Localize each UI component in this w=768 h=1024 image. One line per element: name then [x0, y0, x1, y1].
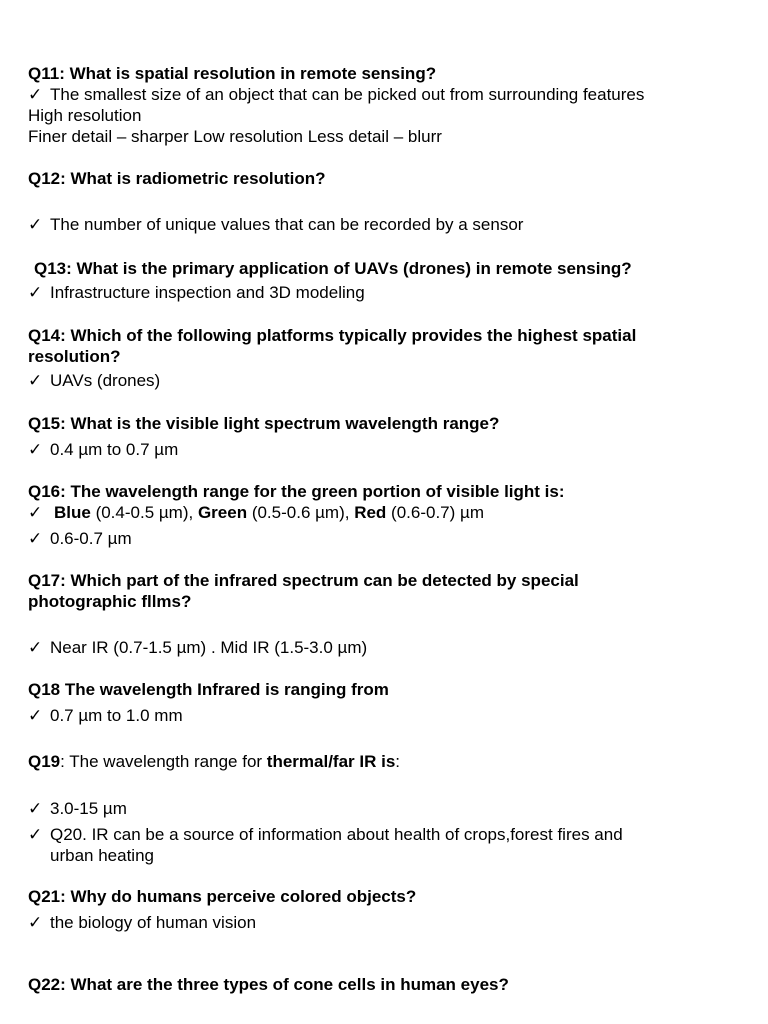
q20-line2: urban heating [50, 846, 154, 865]
q13-answer: Infrastructure inspection and 3D modeling [50, 283, 365, 302]
check-icon: ✓ [28, 799, 43, 818]
q16-red-label: Red [354, 503, 387, 522]
check-icon: ✓ [28, 638, 43, 657]
q19-answer: 3.0-15 µm [50, 799, 127, 818]
q16-green-range: (0.5-0.6 µm), [247, 503, 355, 522]
check-icon: ✓ [28, 371, 43, 390]
q16-answer-line [28, 528, 748, 549]
q11-answer: The smallest size of an object that can be picked out from surrounding features [50, 85, 645, 104]
q17-question-line2: photographic fllms? [28, 592, 192, 611]
q16-green-label: Green [197, 503, 248, 522]
q14-question-line1: Q14: Which of the following platforms typically provides the highest spatial [28, 326, 637, 345]
q21-question: Q21: Why do humans perceive colored objects? [28, 887, 417, 906]
q12-question: Q12: What is radiometric resolution? [28, 169, 326, 188]
q13-answer-line [28, 282, 748, 303]
check-icon: ✓ [28, 283, 43, 302]
q19-text2: : [395, 752, 401, 771]
q19-question [28, 751, 748, 772]
q11-answer-line [28, 84, 748, 105]
q16-question: Q16: The wavelength range for the green portion of visible light is: [28, 482, 565, 501]
q15-answer: 0.4 µm to 0.7 µm [50, 440, 179, 459]
q22-question: Q22: What are the three types of cone cells in human eyes? [28, 975, 509, 994]
q21-answer: the biology of human vision [50, 913, 257, 932]
q14-answer-line [28, 370, 748, 391]
q20-line1: Q20. IR can be a source of information about health of crops,forest fires and [50, 825, 623, 844]
q16-blue-range: (0.4-0.5 µm), [90, 503, 198, 522]
q17-answer: Near IR (0.7-1.5 µm) . Mid IR (1.5-3.0 µm) [50, 638, 368, 657]
q16-answer: 0.6-0.7 µm [50, 529, 132, 548]
q11-line2: High resolution [28, 106, 142, 125]
q14-answer: UAVs (drones) [50, 371, 161, 390]
check-icon: ✓ [28, 440, 43, 459]
q20-line [28, 824, 748, 845]
check-icon: ✓ [28, 529, 43, 548]
q14-question-line2: resolution? [28, 347, 121, 366]
check-icon: ✓ [28, 215, 43, 234]
q16-blue-label: Blue [54, 503, 91, 522]
q16-red-range: (0.6-0.7) µm [386, 503, 484, 522]
q13-question: Q13: What is the primary application of UAVs (drones) in remote sensing? [34, 259, 632, 278]
q18-answer-line [28, 705, 748, 726]
check-icon: ✓ [28, 503, 43, 522]
q15-question: Q15: What is the visible light spectrum wavelength range? [28, 414, 500, 433]
q19-text1: : The wavelength range for [60, 752, 267, 771]
q12-answer-line [28, 214, 748, 235]
q19-bold: thermal/far IR is [266, 752, 396, 771]
q18-answer: 0.7 µm to 1.0 mm [50, 706, 183, 725]
q17-answer-line [28, 637, 748, 658]
q11-line3: Finer detail – sharper Low resolution Less detail – blurr [28, 127, 442, 146]
q16-colors-line [28, 502, 748, 523]
q15-answer-line [28, 439, 748, 460]
q11-question: Q11: What is spatial resolution in remote sensing? [28, 64, 437, 83]
check-icon: ✓ [28, 706, 43, 725]
check-icon: ✓ [28, 825, 43, 844]
q21-answer-line [28, 912, 748, 933]
q17-question-line1: Q17: Which part of the infrared spectrum can be detected by special [28, 571, 579, 590]
q19-label: Q19 [28, 752, 61, 771]
q18-question: Q18 The wavelength Infrared is ranging from [28, 680, 389, 699]
q19-answer-line [28, 798, 748, 819]
q12-answer: The number of unique values that can be recorded by a sensor [50, 215, 524, 234]
check-icon: ✓ [28, 913, 43, 932]
check-icon: ✓ [28, 85, 43, 104]
